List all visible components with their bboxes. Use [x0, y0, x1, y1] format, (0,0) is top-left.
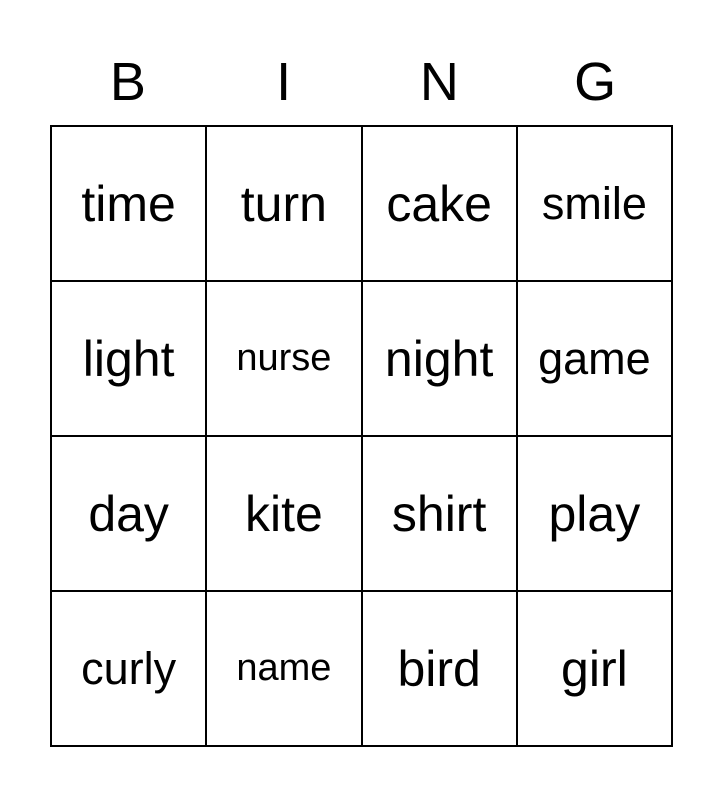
bingo-cell[interactable] — [363, 437, 518, 592]
bingo-cell-label: smile — [541, 177, 647, 229]
bingo-cell-label: night — [384, 330, 494, 387]
bingo-row — [52, 282, 673, 437]
header-letter-b: B — [109, 52, 146, 112]
header-letter-i: I — [276, 52, 292, 112]
bingo-cell-label: cake — [386, 175, 492, 232]
bingo-row — [52, 437, 673, 592]
bingo-cell-label: nurse — [236, 337, 332, 379]
bingo-cell-label: game — [538, 332, 651, 384]
header-letter-n: N — [419, 52, 459, 112]
bingo-cell-label: light — [82, 330, 175, 387]
bingo-cell-label: kite — [244, 485, 323, 542]
bingo-cell[interactable] — [363, 127, 518, 282]
bingo-grid — [50, 125, 673, 747]
bingo-cell-label: day — [88, 485, 169, 542]
bingo-cell[interactable] — [207, 127, 362, 282]
bingo-cell[interactable] — [363, 282, 518, 437]
bingo-cell[interactable] — [207, 437, 362, 592]
bingo-cell[interactable] — [518, 592, 673, 747]
bingo-cell-label: turn — [240, 175, 327, 232]
bingo-cell[interactable] — [207, 282, 362, 437]
bingo-cell-label: play — [548, 485, 641, 542]
bingo-cell[interactable] — [52, 437, 207, 592]
bingo-cell[interactable] — [518, 127, 673, 282]
bingo-cell-label: bird — [397, 640, 481, 697]
bingo-cell-label: curly — [81, 642, 177, 694]
bingo-cell[interactable] — [52, 282, 207, 437]
bingo-row — [52, 127, 673, 282]
bingo-header — [50, 40, 673, 125]
bingo-cell-label: time — [81, 175, 176, 232]
bingo-cell-label: name — [236, 647, 332, 689]
bingo-cell[interactable] — [207, 592, 362, 747]
bingo-row — [52, 592, 673, 747]
bingo-card — [50, 40, 673, 747]
bingo-cell[interactable] — [52, 592, 207, 747]
bingo-cell[interactable] — [363, 592, 518, 747]
bingo-cell[interactable] — [518, 282, 673, 437]
bingo-cell-label: girl — [561, 640, 628, 697]
bingo-cell[interactable] — [518, 437, 673, 592]
bingo-cell[interactable] — [52, 127, 207, 282]
bingo-cell-label: shirt — [391, 485, 487, 542]
header-letter-g: G — [574, 52, 617, 112]
